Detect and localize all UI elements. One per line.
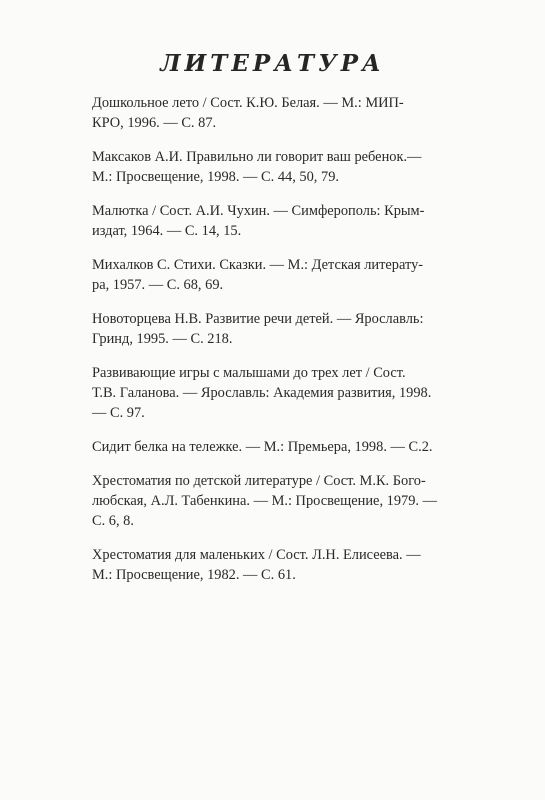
reference-line: КРО, 1996. — С. 87.: [92, 115, 217, 131]
reference-list: [92, 93, 477, 599]
reference-line: М.: Просвещение, 1982. — С. 61.: [92, 567, 296, 583]
reference-line: Дошкольное лето / Сост. К.Ю. Белая. — М.: МИП-: [92, 95, 404, 111]
reference-line: ра, 1957. — С. 68, 69.: [92, 277, 224, 293]
reference-item: [92, 309, 477, 349]
reference-line: Хрестоматия по детской литературе / Сост. М.К. Бого-: [92, 473, 426, 489]
reference-line: Максаков А.И. Правильно ли говорит ваш ребенок.—: [92, 149, 422, 165]
reference-line: любская, А.Л. Табенкина. — М.: Просвещение, 1979. —: [92, 493, 438, 509]
page-title: ЛИТЕРАТУРА: [160, 50, 385, 77]
reference-line: Новоторцева Н.В. Развитие речи детей. — Ярославль:: [92, 311, 424, 327]
reference-item: [92, 201, 477, 241]
reference-line: — С. 97.: [92, 405, 145, 421]
reference-item: [92, 255, 477, 295]
reference-line: Малютка / Сост. А.И. Чухин. — Симферополь: Крым-: [92, 203, 425, 219]
reference-line: Сидит белка на тележке. — М.: Премьера, 1998. — С.2.: [92, 439, 433, 455]
reference-line: Гринд, 1995. — С. 218.: [92, 331, 233, 347]
reference-line: М.: Просвещение, 1998. — С. 44, 50, 79.: [92, 169, 339, 185]
reference-item: [92, 471, 477, 531]
reference-line: С. 6, 8.: [92, 513, 134, 529]
reference-line: издат, 1964. — С. 14, 15.: [92, 223, 242, 239]
reference-item: [92, 147, 477, 187]
reference-line: Развивающие игры с малышами до трех лет / Сост.: [92, 365, 406, 381]
reference-line: Т.В. Галанова. — Ярославль: Академия развития, 1998.: [92, 385, 432, 401]
reference-item: [92, 363, 477, 423]
reference-line: Михалков С. Стихи. Сказки. — М.: Детская литерату-: [92, 257, 424, 273]
reference-item: [92, 545, 477, 585]
reference-item: [92, 437, 477, 457]
reference-item: [92, 93, 477, 133]
reference-line: Хрестоматия для маленьких / Сост. Л.Н. Елисеева. —: [92, 547, 421, 563]
